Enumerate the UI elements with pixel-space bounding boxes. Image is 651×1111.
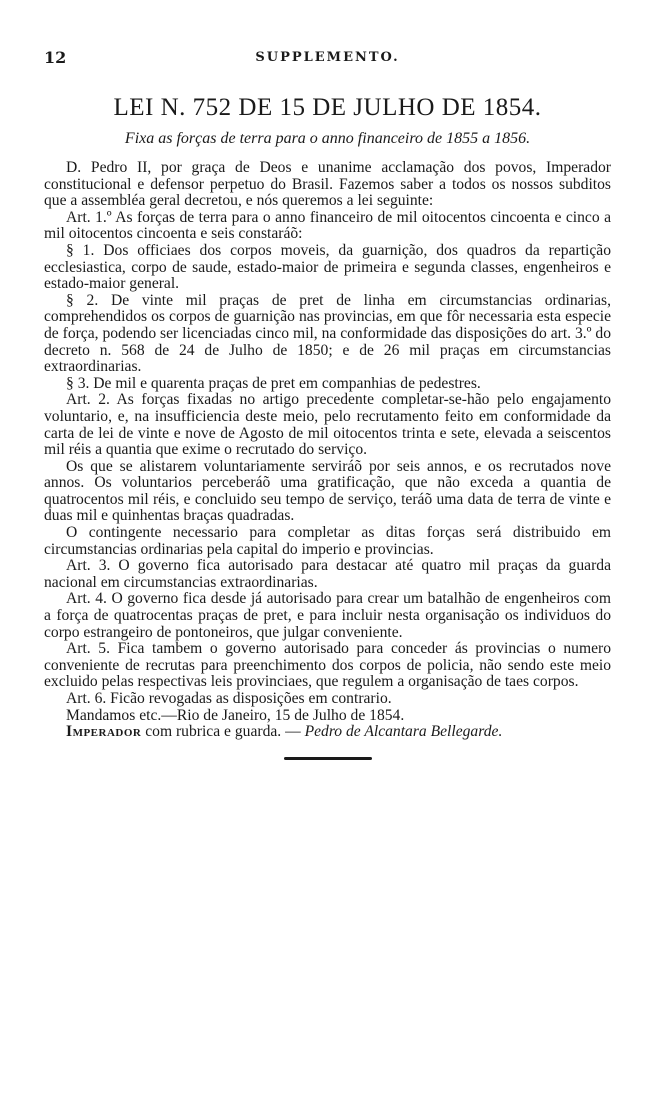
article-2-contingent-paragraph: O contingente necessario para completar as ditas forças será distribuido em circumstancias ordinarias pela capital do imperio e provincias.: [44, 524, 611, 558]
enactment-paragraph: Mandamos etc.—Rio de Janeiro, 15 de Julho de 1854.: [66, 706, 405, 724]
law-title: LEI N. 752 DE 15 DE JULHO DE 1854.: [113, 94, 542, 121]
article-2-service-paragraph: Os que se alistarem voluntariamente serviráõ por seis annos, e os recrutados nove annos. Os voluntarios perceberáõ uma gratificação, que não exceda a quantia de quatrocentos mil réis, e concluido seu tempo de serviço, teráõ uma data de terra de vinte e duas mil e quinhentas braças quadradas.: [44, 457, 611, 525]
running-title: SUPPLEMENTO.: [255, 50, 400, 65]
article-5-paragraph: Art. 5. Fica tambem o governo autorisado para conceder ás provincias o numero conveniente de recrutas para preenchimento dos corpos de policia, não sendo este meio excluido pelas respectivas leis provinciaes, que regulem a organisação de taes corpos.: [44, 640, 611, 691]
article-1-paragraph: Art. 1.º As forças de terra para o anno financeiro de mil oitocentos cincoenta e cinco a mil oitocentos cincoenta e seis constaráõ:: [44, 208, 611, 243]
law-subtitle: Fixa as forças de terra para o anno financeiro de 1855 a 1856.: [124, 130, 531, 147]
article-1-section-1: § 1. Dos officiaes dos corpos moveis, da guarnição, dos quadros da repartição ecclesiastica, corpo de saude, estado-maior de primeira e segunda classes, engenheiros e estado-maior general.: [44, 241, 611, 293]
signature-label: Imperador: [66, 723, 142, 741]
signature-text: com rubrica e guarda. —: [141, 723, 305, 741]
document-page: [44, 40, 611, 760]
article-2-paragraph: Art. 2. As forças fixadas no artigo precedente completar-se-hão pelo engajamento voluntario, e, na insufficiencia deste meio, pelo recrutamento feito em conformidade da carta de lei de vinte e nove de Agosto de mil oitocentos trinta e sete, elevada a seiscentos mil réis a quantia que exime o recrutado do serviço.: [44, 391, 611, 459]
page-number: 12: [44, 48, 67, 67]
article-1-section-3: § 3. De mil e quarenta praças de pret em companhias de pedestres.: [66, 374, 481, 392]
article-6-paragraph: Art. 6. Ficão revogadas as disposições em contrario.: [66, 690, 392, 707]
end-rule: [284, 757, 372, 760]
law-body: [44, 160, 611, 741]
page-header: [44, 40, 611, 67]
article-1-section-2: § 2. De vinte mil praças de pret de linha em circumstancias ordinarias, comprehendidos os corpos de guarnição nas provincias, em que fôr necessaria esta especie de força, podendo ser licenciadas cinco mil, na conformidade das disposições do art. 3.º do decreto n. 568 de 24 de Julho de 1850; e de 26 mil praças em circumstancias extraordinarias.: [44, 291, 611, 376]
preamble-paragraph: D. Pedro II, por graça de Deos e unanime acclamação dos povos, Imperador constitucional e defensor perpetuo do Brasil. Fazemos saber a todos os nossos subditos que a assembléa geral decretou, e nós queremos a lei seguinte:: [44, 159, 611, 210]
signatory-name: Pedro de Alcantara Bellegarde.: [304, 723, 503, 741]
article-4-paragraph: Art. 4. O governo fica desde já autorisado para crear um batalhão de engenheiros com a força de quatrocentas praças de pret, e para incluir nesta organisação os individuos do corpo estrangeiro de pontoneiros, que julgar conveniente.: [44, 590, 611, 641]
signature-paragraph: [44, 724, 611, 741]
article-3-paragraph: Art. 3. O governo fica autorisado para destacar até quatro mil praças da guarda nacional em circumstancias extraordinarias.: [44, 557, 611, 591]
